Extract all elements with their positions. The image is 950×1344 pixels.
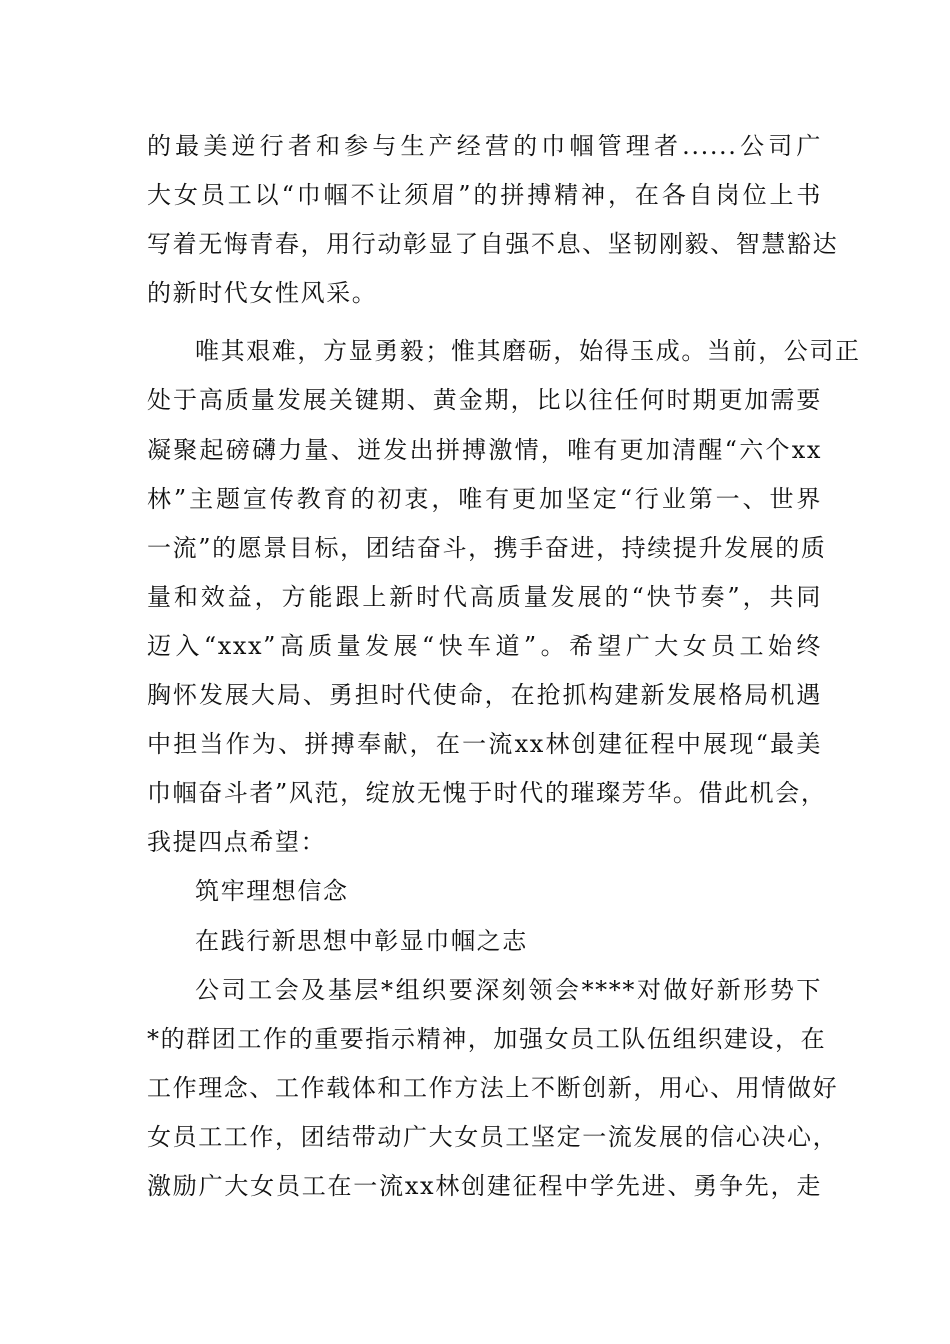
section-heading: 筑牢理想信念 bbox=[195, 877, 349, 906]
paragraph-line: 激励广大女员工在一流xx林创建征程中学先进、勇争先，走 bbox=[147, 1171, 822, 1200]
paragraph-line: 我提四点希望： bbox=[147, 828, 327, 857]
paragraph-line: 的最美逆行者和参与生产经营的巾帼管理者......公司广 bbox=[147, 132, 822, 160]
paragraph-line: 处于高质量发展关键期、黄金期，比以往任何时期更加需要 bbox=[147, 386, 822, 415]
paragraph-line: 女员工工作，团结带动广大女员工坚定一流发展的信心决心， bbox=[147, 1122, 839, 1151]
paragraph-line: 巾帼奋斗者”风范，绽放无愧于时代的璀璨芳华。借此机会， bbox=[147, 779, 827, 808]
paragraph-line: 的新时代女性风采。 bbox=[147, 279, 378, 308]
paragraph-line: 写着无悔青春，用行动彰显了自强不息、坚韧刚毅、智慧豁达 bbox=[147, 230, 839, 259]
paragraph-line: 凝聚起磅礴力量、迸发出拼搏激情，唯有更加清醒“六个xx bbox=[147, 435, 822, 464]
paragraph-line: 大女员工以“巾帼不让须眉”的拼搏精神，在各自岗位上书 bbox=[147, 181, 822, 210]
paragraph-line: 一流”的愿景目标，团结奋斗，携手奋进，持续提升发展的质 bbox=[147, 533, 827, 562]
paragraph-line: 唯其艰难，方显勇毅；惟其磨砺，始得玉成。当前，公司正 bbox=[195, 337, 861, 366]
document-body bbox=[147, 122, 861, 1211]
paragraph-line: 胸怀发展大局、勇担时代使命，在抢抓构建新发展格局机遇 bbox=[147, 681, 822, 710]
paragraph-line: 迈入“xxx”高质量发展“快车道”。希望广大女员工始终 bbox=[147, 631, 822, 660]
paragraph-line: 公司工会及基层*组织要深刻领会****对做好新形势下 bbox=[195, 975, 822, 1004]
paragraph-line: 林”主题宣传教育的初衷，唯有更加坚定“行业第一、世界 bbox=[147, 484, 822, 513]
paragraph-line: 工作理念、工作载体和工作方法上不断创新，用心、用情做好 bbox=[147, 1073, 839, 1102]
paragraph-line: 量和效益，方能跟上新时代高质量发展的“快节奏”，共同 bbox=[147, 582, 822, 611]
paragraph-line: *的群团工作的重要指示精神，加强女员工队伍组织建设，在 bbox=[147, 1024, 827, 1053]
paragraph-line: 中担当作为、拼搏奉献，在一流xx林创建征程中展现“最美 bbox=[147, 730, 822, 759]
section-subheading: 在践行新思想中彰显巾帼之志 bbox=[195, 926, 528, 955]
